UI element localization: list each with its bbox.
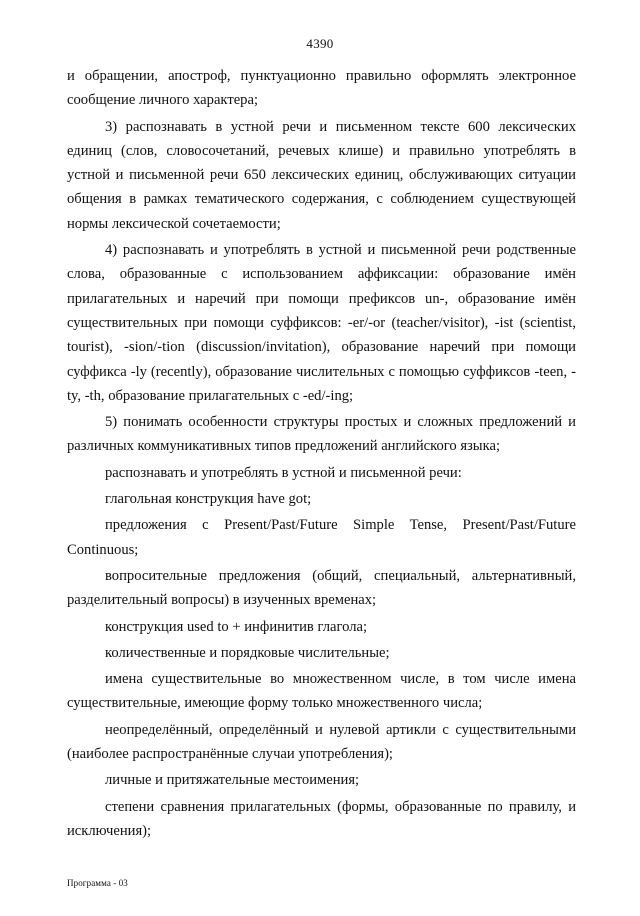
paragraph: предложения с Present/Past/Future Simple Tense, Present/Past/Future Continuous; xyxy=(67,517,576,558)
paragraph: личные и притяжательные местоимения; xyxy=(105,772,360,789)
page-number: 4390 xyxy=(306,36,334,51)
paragraph: конструкция used to + инфинитив глагола; xyxy=(105,618,368,635)
paragraph: неопределённый, определённый и нулевой артикли с существительными (наиболее распространённые случаи употребления); xyxy=(67,721,576,763)
paragraph: глагольная конструкция have got; xyxy=(105,491,312,508)
paragraph: 4) распознавать и употреблять в устной и письменной речи родственные слова, образованные с использованием аффиксации: образование имён прилагательных и наречий при помощи префиксов un-, образование имён существительных при помощи суффиксов: -er/-or (teacher/visitor), -ist (scientist, tourist), -sion/-tion (discussion/invitation), образование наречий при помощи суффикса -ly (recently), образование числительных с помощью суффиксов -teen, -ty, -th, образование прилагательных с -ed/-ing; xyxy=(67,242,576,404)
paragraph: имена существительные во множественном числе, в том числе имена существительные, имеющие форму только множественного числа; xyxy=(67,671,576,712)
paragraph: 3) распознавать в устной речи и письменном тексте 600 лексических единиц (слов, словосочетаний, речевых клише) и правильно употреблять в устной и письменной речи 650 лексических единиц, обслуживающих ситуации общения в рамках тематического содержания, с соблюдением существующей нормы лексической сочетаемости; xyxy=(67,118,576,232)
paragraph: количественные и порядковые числительные; xyxy=(105,644,390,661)
footer-program-code: Программа - 03 xyxy=(67,878,128,888)
paragraph: 5) понимать особенности структуры простых и сложных предложений и различных коммуникативных типов предложений английского языка; xyxy=(67,414,576,455)
paragraph: распознавать и употреблять в устной и письменной речи: xyxy=(105,464,462,481)
paragraph: степени сравнения прилагательных (формы, образованные по правилу, и исключения); xyxy=(67,798,576,839)
paragraph: и обращении, апостроф, пунктуационно правильно оформлять электронное сообщение личного характера; xyxy=(67,68,576,109)
body-text xyxy=(67,64,576,843)
paragraph: вопросительные предложения (общий, специальный, альтернативный, разделительный вопросы) в изученных временах; xyxy=(67,567,576,609)
